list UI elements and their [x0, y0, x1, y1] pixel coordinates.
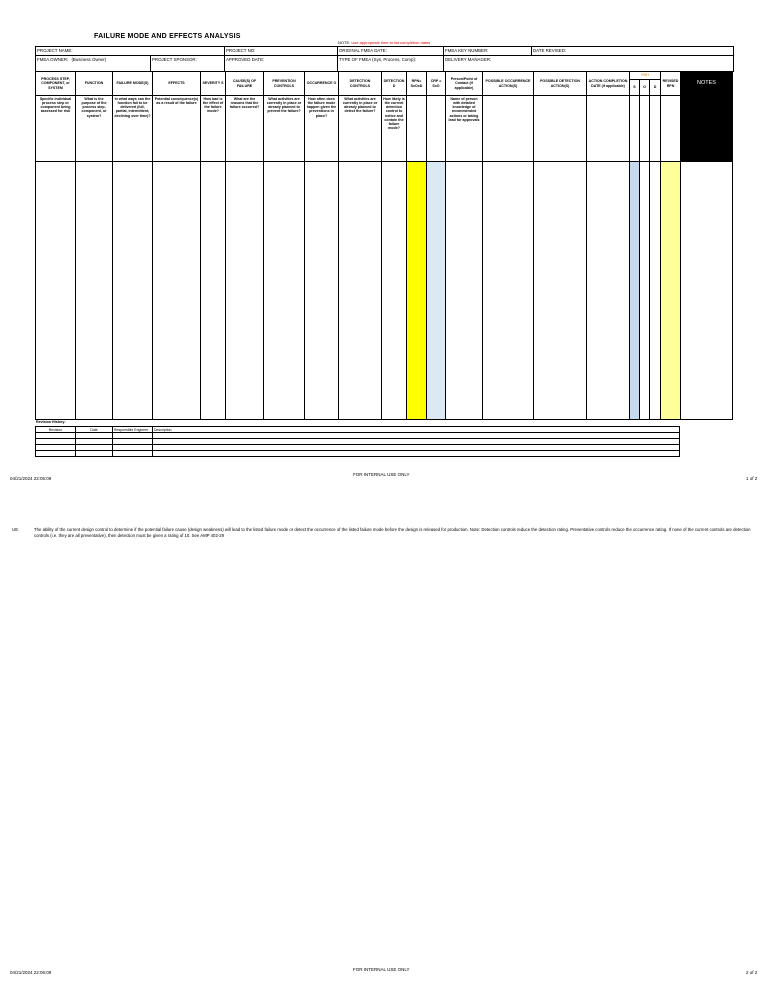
- entry-occurrence[interactable]: [305, 162, 339, 420]
- desc-revised-rpn: [661, 96, 681, 162]
- revision-history-label: Revision History:: [36, 420, 66, 424]
- entry-detection-actions[interactable]: [534, 162, 587, 420]
- entry-detection[interactable]: [382, 162, 407, 420]
- desc-function: What is the purpose of the process step, component, or system?: [76, 96, 113, 162]
- col-revised-o: O: [640, 80, 650, 96]
- fmea-table: [35, 71, 733, 420]
- col-failure-modes: FAILURE MODE(S): [113, 72, 153, 96]
- cell-note: [12, 527, 764, 539]
- desc-occurrence-actions: [483, 96, 534, 162]
- cell-note-text: The ability of the current design control to determine if the potential failure cause (design weakness) will lead to the listed failure mode or detect the occurrence of the listed failure mode before the design is released for production. Note: Detection controls reduce the detection rating. Preventative controls reduce the occurrence rating. If none of the current controls are detection controls (i.e. they are all preventative), then detection must be given a rating of 10. See AMP 402-29: [34, 527, 751, 538]
- fmea-owner-label: FMEA OWNER:: [37, 57, 69, 62]
- rev-col-date: Date: [76, 427, 113, 433]
- rev-col-revision: Revision: [36, 427, 76, 433]
- desc-detection-controls: What activities are currently in place or already planned to detect the failure?: [339, 96, 382, 162]
- entry-failure-modes[interactable]: [113, 162, 153, 420]
- entry-detection-controls[interactable]: [339, 162, 382, 420]
- desc-detection: How likely is the current detection control to notice and contain the failure mode?: [382, 96, 407, 162]
- entry-notes[interactable]: [681, 162, 733, 420]
- entry-action-completion-date[interactable]: [587, 162, 630, 420]
- desc-failure-modes: In what ways can the function fail to be delivered (full, partial, intermittent, declining over time)?: [113, 96, 153, 162]
- col-causes: CAUSE(S) OF FAILURE: [226, 72, 264, 96]
- entry-occurrence-actions[interactable]: [483, 162, 534, 420]
- entry-prevention-controls[interactable]: [264, 162, 305, 420]
- col-detection-controls: DETECTION CONTROLS: [339, 72, 382, 96]
- rev-col-description: Description: [153, 427, 680, 433]
- desc-occurrence: How often does the failure mode happen given the preventions in place?: [305, 96, 339, 162]
- desc-rpn: [407, 96, 427, 162]
- desc-crp: [427, 96, 446, 162]
- page-title: FAILURE MODE AND EFFECTS ANALYSIS: [94, 33, 241, 40]
- footer-timestamp: 04/21/2024 22:06:09: [10, 476, 52, 481]
- col-detection-actions: POSSIBLE DETECTION ACTION(S): [534, 72, 587, 96]
- entry-function[interactable]: [76, 162, 113, 420]
- entry-process-step[interactable]: [36, 162, 76, 420]
- desc-detection-actions: [534, 96, 587, 162]
- note-line: [338, 40, 430, 45]
- project-no-field[interactable]: PROJECT NO:: [224, 46, 337, 55]
- revision-history-table: [35, 426, 680, 457]
- desc-severity: How bad is the effect of the failure mode?: [201, 96, 226, 162]
- project-sponsor-field[interactable]: PROJECT SPONSOR:: [150, 55, 224, 71]
- col-revised-s: S: [630, 80, 640, 96]
- entry-revised-d[interactable]: [650, 162, 661, 420]
- desc-prevention-controls: What activities are currently in place or already planned to prevent the failure?: [264, 96, 305, 162]
- delivery-manager-field[interactable]: DELIVERY MANAGER:: [443, 55, 733, 71]
- entry-revised-o[interactable]: [640, 162, 650, 420]
- col-occurrence: OCCURRENCE O: [305, 72, 339, 96]
- col-revised-d: D: [650, 80, 661, 96]
- fmea-owner-hint: (Business Owner): [71, 57, 107, 62]
- desc-revised-o: [640, 96, 650, 162]
- col-contact: Person/Point of Contact (if applicable): [446, 72, 483, 96]
- entry-revised-rpn[interactable]: [661, 162, 681, 420]
- rev-row[interactable]: [36, 451, 680, 457]
- col-occurrence-actions: POSSIBLE OCCURRENCE ACTION(S): [483, 72, 534, 96]
- desc-revised-s: [630, 96, 640, 162]
- col-rpn: RPN= SxOxD: [407, 72, 427, 96]
- entry-effects[interactable]: [153, 162, 201, 420]
- footer-page-number: 1 of 2: [746, 476, 758, 481]
- col-crp: CRP = SxO: [427, 72, 446, 96]
- date-revised-field[interactable]: DATE REVISED:: [531, 46, 733, 55]
- footer-timestamp-2: 04/21/2024 22:06:09: [10, 970, 52, 975]
- desc-process-step: Specific individual process step or component being assessed for risk: [36, 96, 76, 162]
- entry-revised-s[interactable]: [630, 162, 640, 420]
- entry-contact[interactable]: [446, 162, 483, 420]
- col-effects: EFFECTS: [153, 72, 201, 96]
- footer-classification-2: FOR INTERNAL USE ONLY: [353, 967, 410, 972]
- type-of-fmea-field[interactable]: TYPE OF FMEA (Sys, Process, Comp):: [337, 55, 443, 71]
- rsh-group-header: RSH: [630, 72, 661, 80]
- entry-causes[interactable]: [226, 162, 264, 420]
- col-severity: SEVERITY S: [201, 72, 226, 96]
- desc-action-completion-date: [587, 96, 630, 162]
- original-fmea-date-field[interactable]: ORIGINAL FMEA DATE:: [337, 46, 443, 55]
- cell-note-label: U8:: [12, 527, 19, 532]
- note-text: Use appropriate time to list completion dates: [351, 40, 431, 45]
- entry-severity[interactable]: [201, 162, 226, 420]
- notes-column: NOTES: [681, 72, 733, 162]
- approved-date-field[interactable]: APPROVED DATE:: [224, 55, 337, 71]
- col-prevention-controls: PREVENTION CONTROLS: [264, 72, 305, 96]
- desc-effects: Potential consequence(s) as a result of the failure: [153, 96, 201, 162]
- entry-rpn[interactable]: [407, 162, 427, 420]
- desc-revised-d: [650, 96, 661, 162]
- col-process-step: PROCESS STEP, COMPONENT, or SYSTEM: [36, 72, 76, 96]
- desc-causes: What are the reasons that the failure occurred?: [226, 96, 264, 162]
- col-revised-rpn: REVISED RPN: [661, 72, 681, 96]
- footer-page-number-2: 2 of 2: [746, 970, 758, 975]
- fmea-owner-field[interactable]: [35, 55, 150, 71]
- col-action-completion-date: ACTION COMPLETION DATE (if applicable): [587, 72, 630, 96]
- fmea-key-number-field[interactable]: FMEA KEY NUMBER:: [443, 46, 531, 55]
- project-name-field[interactable]: PROJECT NAME:: [35, 46, 224, 55]
- entry-crp[interactable]: [427, 162, 446, 420]
- col-detection: DETECTION D: [382, 72, 407, 96]
- col-function: FUNCTION: [76, 72, 113, 96]
- rev-col-engineer: Responsible Engineer: [113, 427, 153, 433]
- note-prefix: NOTE:: [338, 40, 351, 45]
- footer-classification: FOR INTERNAL USE ONLY: [353, 472, 410, 477]
- desc-contact: Name of person with detailed knowledge of recommended actions or taking lead for approvals: [446, 96, 483, 162]
